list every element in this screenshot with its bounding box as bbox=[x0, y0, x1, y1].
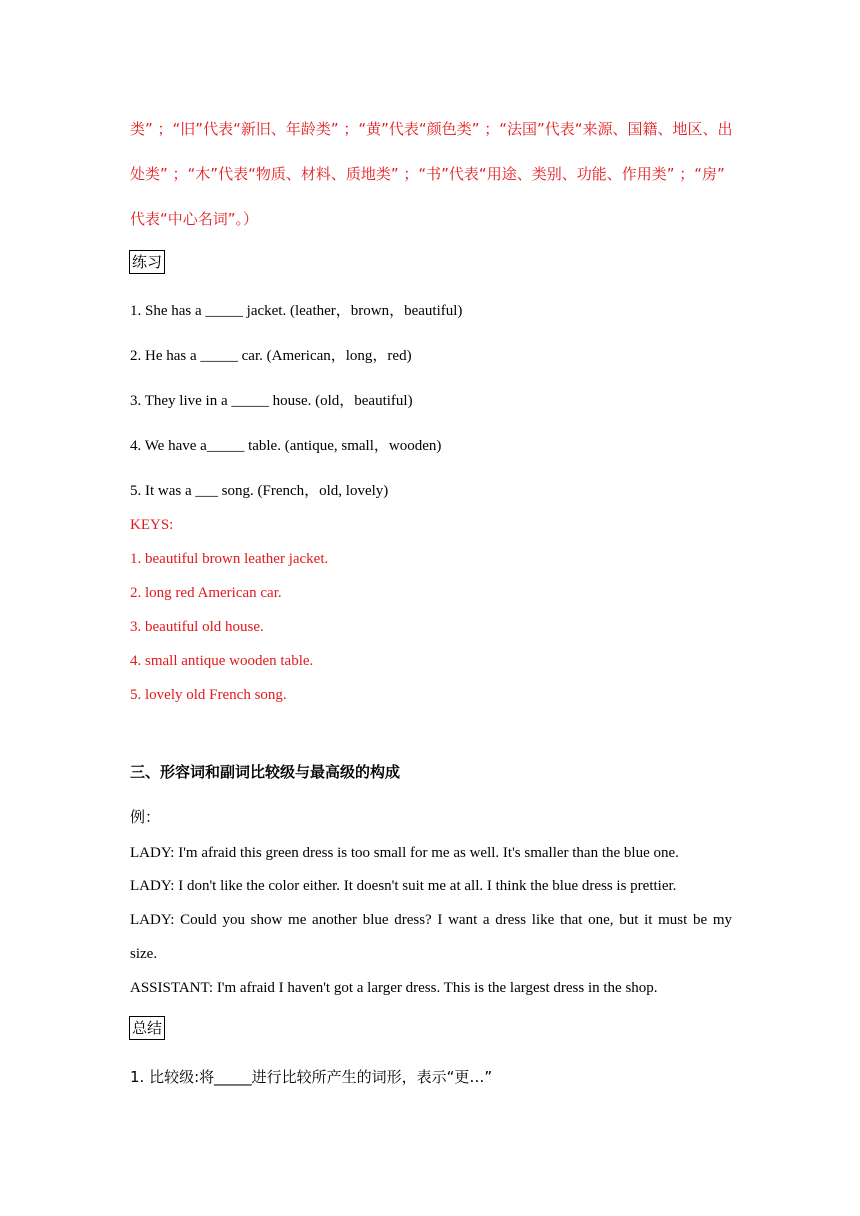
intro-line-1: 类” ；“旧”代表“新旧、年龄类” ；“黄”代表“颜色类” ；“法国”代表“来源、国籍、地区、出 bbox=[130, 120, 733, 138]
key-1: 1. beautiful brown leather jacket. bbox=[130, 551, 329, 567]
exercise-1: 1. She has a _____ jacket. (leather，brown，beautiful) bbox=[130, 303, 463, 319]
exercise-3: 3. They live in a _____ house. (old，beautiful) bbox=[130, 393, 413, 409]
example-label: 例： bbox=[130, 808, 161, 826]
exercise-5: 5. It was a ___ song. (French，old, lovely) bbox=[130, 483, 389, 499]
key-2: 2. long red American car. bbox=[130, 585, 282, 601]
dialogue-line-5: ASSISTANT: I'm afraid I haven't got a larger dress. This is the largest dress in the shop. bbox=[130, 980, 658, 996]
dialogue-line-3: LADY: Could you show me another blue dress? I want a dress like that one, but it must be my bbox=[130, 912, 732, 928]
intro-line-2: 处类” ；“木”代表“物质、材料、质地类” ；“书”代表“用途、类别、功能、作用类” ；“房” bbox=[130, 165, 725, 183]
dialogue-line-2: LADY: I don't like the color either. It doesn't suit me at all. I think the blue dress is prettier. bbox=[130, 878, 677, 894]
summary-item-1: 1. 比较级:将_____进行比较所产生的词形，表示“更…” bbox=[130, 1068, 493, 1086]
exercise-2: 2. He has a _____ car. (American，long，red) bbox=[130, 348, 412, 364]
section-heading: 三、形容词和副词比较级与最高级的构成 bbox=[130, 763, 401, 781]
key-4: 4. small antique wooden table. bbox=[130, 653, 314, 669]
dialogue-line-1: LADY: I'm afraid this green dress is too small for me as well. It's smaller than the blue one. bbox=[130, 845, 679, 861]
exercise-4: 4. We have a_____ table. (antique, small，wooden) bbox=[130, 438, 442, 454]
summary-label-row bbox=[129, 1016, 165, 1040]
key-5: 5. lovely old French song. bbox=[130, 687, 287, 703]
practice-label: 练习 bbox=[129, 250, 165, 274]
practice-label-row bbox=[129, 250, 165, 274]
keys-title: KEYS: bbox=[130, 517, 174, 533]
intro-line-3: 代表“中心名词”。） bbox=[130, 210, 259, 228]
dialogue-line-4: size. bbox=[130, 946, 158, 962]
key-3: 3. beautiful old house. bbox=[130, 619, 264, 635]
summary-label: 总结 bbox=[129, 1016, 165, 1040]
